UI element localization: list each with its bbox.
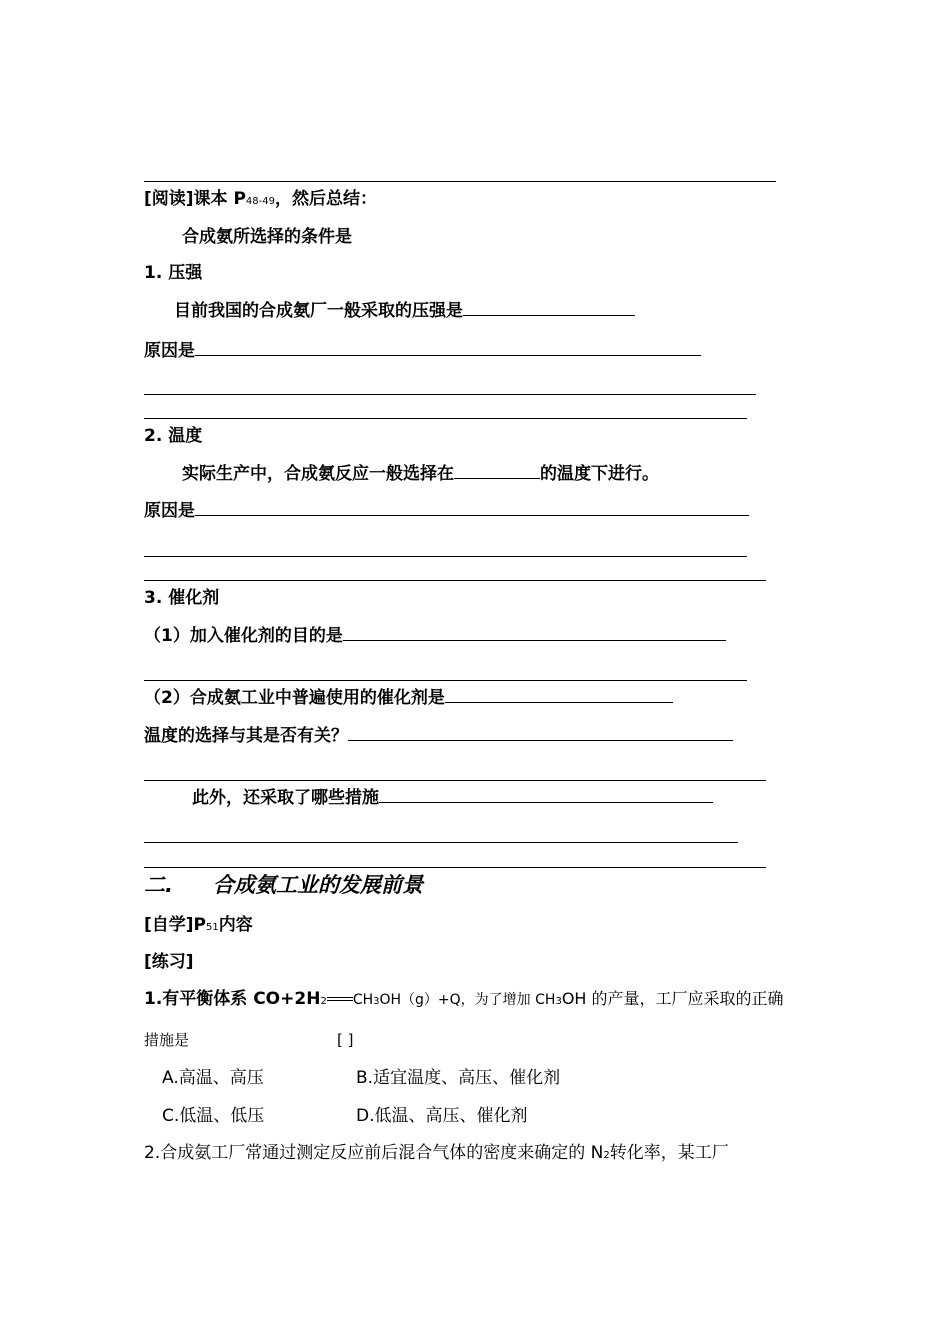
option-a[interactable]: A.高温、高压 — [162, 1068, 264, 1088]
catalyst-q3: 温度的选择与其是否有关？ — [144, 725, 733, 747]
catalyst-q2: （2）合成氨工业中普遍使用的催化剂是 — [144, 687, 673, 709]
question-1: 1.有平衡体系 CO+2H2 CH3OH（g）+Q，为了增加 CH3OH 的产量，工厂应采取的正确 — [144, 989, 784, 1009]
catalyst-q1-blank[interactable] — [343, 626, 726, 641]
option-b[interactable]: B.适宜温度、高压、催化剂 — [356, 1068, 561, 1088]
question-2: 2.合成氨工厂常通过测定反应前后混合气体的密度来确定的 N2转化率，某工厂 — [144, 1143, 729, 1163]
temperature-heading: 2. 温度 — [144, 426, 203, 446]
reading-instruction: [阅读]课本 P48-49，然后总结： — [144, 189, 377, 209]
pressure-question: 目前我国的合成氨厂一般采取的压强是 — [174, 300, 635, 322]
pressure-blank[interactable] — [463, 301, 635, 316]
other-measures: 此外，还采取了哪些措施 — [192, 787, 713, 809]
top-rule — [144, 181, 776, 182]
temperature-question: 实际生产中，合成氨反应一般选择在 的温度下进行。 — [182, 464, 659, 484]
pressure-reason-blank[interactable] — [195, 341, 701, 356]
answer-line[interactable] — [144, 418, 747, 419]
answer-line[interactable] — [144, 867, 766, 868]
pressure-reason: 原因是 — [144, 340, 701, 362]
answer-bracket[interactable]: [ ] — [337, 1031, 354, 1049]
catalyst-heading: 3. 催化剂 — [144, 588, 220, 608]
answer-line[interactable] — [144, 780, 766, 781]
section-2-heading: 二. 合成氨工业的发展前景 — [144, 873, 423, 897]
option-c[interactable]: C.低温、低压 — [162, 1106, 265, 1126]
answer-line[interactable] — [144, 580, 766, 581]
other-measures-blank[interactable] — [379, 788, 713, 803]
catalyst-q1: （1）加入催化剂的目的是 — [144, 625, 726, 647]
page-range: 48-49 — [245, 196, 275, 207]
catalyst-q2-blank[interactable] — [445, 688, 673, 703]
answer-line[interactable] — [144, 556, 747, 557]
answer-line[interactable] — [144, 842, 738, 843]
temperature-reason-blank[interactable] — [195, 501, 749, 516]
question-1-line2: 措施是 [ ] — [144, 1031, 354, 1049]
practice-label: [练习] — [144, 952, 194, 972]
equilibrium-arrow-icon — [327, 994, 353, 1004]
answer-line[interactable] — [144, 394, 756, 395]
catalyst-q3-blank[interactable] — [348, 726, 733, 741]
temperature-reason: 原因是 — [144, 500, 749, 522]
temperature-blank[interactable] — [454, 464, 540, 479]
self-study: [自学]P51内容 — [144, 915, 253, 935]
pressure-heading: 1. 压强 — [144, 263, 203, 283]
option-d[interactable]: D.低温、高压、催化剂 — [356, 1106, 528, 1126]
intro-text: 合成氨所选择的条件是 — [182, 227, 352, 247]
answer-line[interactable] — [144, 680, 747, 681]
